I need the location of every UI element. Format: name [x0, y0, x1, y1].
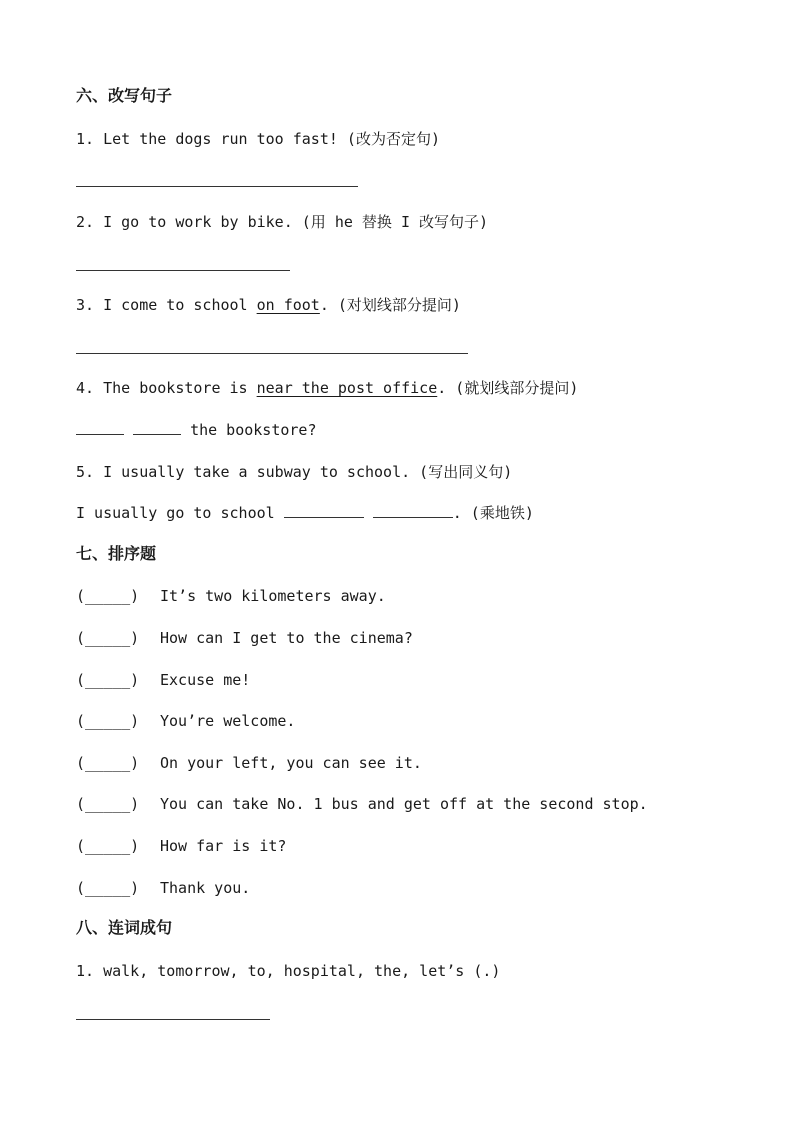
question-6-2: 2. I go to work by bike. (用 he 替换 I 改写句子) — [76, 213, 489, 231]
order-blank: (_____) — [76, 754, 140, 772]
ordering-item-text: It’s two kilometers away. — [160, 587, 386, 605]
answer-line-8-1 — [76, 1019, 270, 1020]
question-6-4-instruction: . (就划线部分提问) — [437, 379, 579, 397]
question-6-4-text: 4. The bookstore is — [76, 379, 257, 397]
answer-blank — [373, 503, 453, 518]
answer-blank — [76, 420, 124, 435]
question-8-1: 1. walk, tomorrow, to, hospital, the, let’s (.) — [76, 962, 501, 980]
ordering-item — [76, 586, 386, 606]
answer-6-5 — [76, 503, 534, 523]
ordering-item — [76, 753, 422, 773]
question-6-4 — [76, 378, 578, 398]
question-6-5: 5. I usually take a subway to school. (写出同义句) — [76, 463, 513, 481]
ordering-item-text: You’re welcome. — [160, 712, 296, 730]
ordering-item — [76, 836, 286, 856]
order-blank: (_____) — [76, 587, 140, 605]
section-8-heading: 八、连词成句 — [76, 918, 173, 937]
order-blank: (_____) — [76, 837, 140, 855]
ordering-item-text: You can take No. 1 bus and get off at the second stop. — [160, 795, 648, 813]
answer-6-4-tail: the bookstore? — [190, 421, 317, 439]
answer-blank — [133, 420, 181, 435]
question-6-3-instruction: . (对划线部分提问) — [319, 296, 461, 314]
order-blank: (_____) — [76, 629, 140, 647]
answer-6-5-suffix: . (乘地铁) — [452, 504, 534, 522]
answer-blank — [284, 503, 364, 518]
order-blank: (_____) — [76, 795, 140, 813]
section-6-heading: 六、改写句子 — [76, 86, 173, 105]
ordering-item-text: How far is it? — [160, 837, 287, 855]
ordering-item — [76, 711, 295, 731]
ordering-item — [76, 794, 648, 814]
ordering-item — [76, 878, 250, 898]
section-7-heading: 七、排序题 — [76, 544, 157, 563]
underlined-phrase: near the post office — [256, 379, 438, 397]
answer-6-5-prefix: I usually go to school — [76, 504, 275, 522]
answer-line-6-2 — [76, 270, 290, 271]
question-6-3 — [76, 295, 461, 315]
ordering-item-text: Thank you. — [160, 879, 251, 897]
answer-6-4 — [76, 420, 317, 440]
ordering-item-text: How can I get to the cinema? — [160, 629, 413, 647]
underlined-phrase: on foot — [256, 296, 320, 314]
answer-line-6-3 — [76, 353, 468, 354]
order-blank: (_____) — [76, 879, 140, 897]
ordering-item-text: On your left, you can see it. — [160, 754, 422, 772]
answer-line-6-1 — [76, 186, 358, 187]
ordering-item — [76, 628, 413, 648]
ordering-item-text: Excuse me! — [160, 671, 251, 689]
question-6-3-text: 3. I come to school — [76, 296, 257, 314]
order-blank: (_____) — [76, 712, 140, 730]
order-blank: (_____) — [76, 671, 140, 689]
question-6-1: 1. Let the dogs run too fast! (改为否定句) — [76, 130, 440, 148]
ordering-item — [76, 670, 250, 690]
